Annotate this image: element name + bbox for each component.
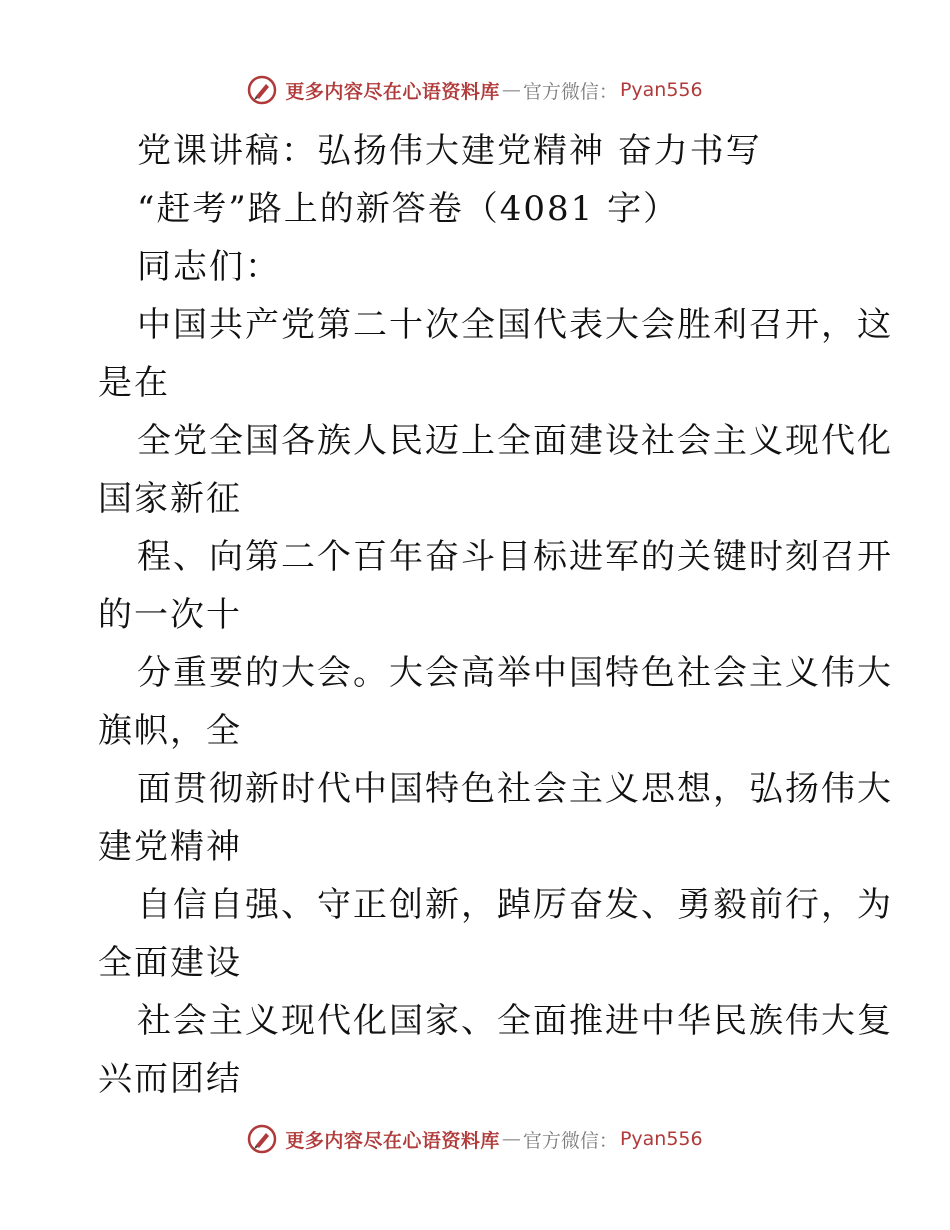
banner-sub-text: 官方微信： xyxy=(522,1129,618,1152)
text-line: 是在 xyxy=(98,363,170,403)
title-line-1: 党课讲稿：弘扬伟大建党精神 奋力书写 xyxy=(137,131,762,171)
text-line: 全党全国各族人民迈上全面建设社会主义现代化 xyxy=(137,421,893,461)
title-line-2: “赶考”路上的新答卷（4081 字） xyxy=(137,189,680,229)
text-line: 程、向第二个百年奋斗目标进军的关键时刻召开 xyxy=(137,537,893,577)
text-line: 旗帜，全 xyxy=(98,711,242,751)
text-line: 中国共产党第二十次全国代表大会胜利召开，这 xyxy=(137,305,893,345)
pen-logo-icon xyxy=(247,1124,277,1154)
text-line: 分重要的大会。大会高举中国特色社会主义伟大 xyxy=(137,653,893,693)
document-body xyxy=(98,122,893,1108)
text-line: 的一次十 xyxy=(98,595,242,635)
pen-logo-icon xyxy=(247,75,277,105)
banner-sub-text: 官方微信： xyxy=(522,80,618,103)
banner-main-text: 更多内容尽在心语资料库 xyxy=(285,1129,500,1152)
banner-dash: — xyxy=(501,1128,521,1150)
banner-dash: — xyxy=(501,79,521,101)
text-line: 自信自强、守正创新，踔厉奋发、勇毅前行，为 xyxy=(137,885,893,925)
footer-banner xyxy=(0,1119,950,1159)
banner-wechat-id: Pyan556 xyxy=(619,1128,703,1150)
text-line: 建党精神 xyxy=(98,827,242,867)
banner-wechat-id: Pyan556 xyxy=(619,79,703,101)
salutation: 同志们： xyxy=(137,247,281,287)
header-banner xyxy=(0,70,950,110)
text-line: 全面建设 xyxy=(98,943,242,983)
text-line: 兴而团结 xyxy=(98,1059,242,1099)
text-line: 面贯彻新时代中国特色社会主义思想，弘扬伟大 xyxy=(137,769,893,809)
text-line: 国家新征 xyxy=(98,479,242,519)
banner-main-text: 更多内容尽在心语资料库 xyxy=(285,80,500,103)
text-line: 社会主义现代化国家、全面推进中华民族伟大复 xyxy=(137,1001,893,1041)
